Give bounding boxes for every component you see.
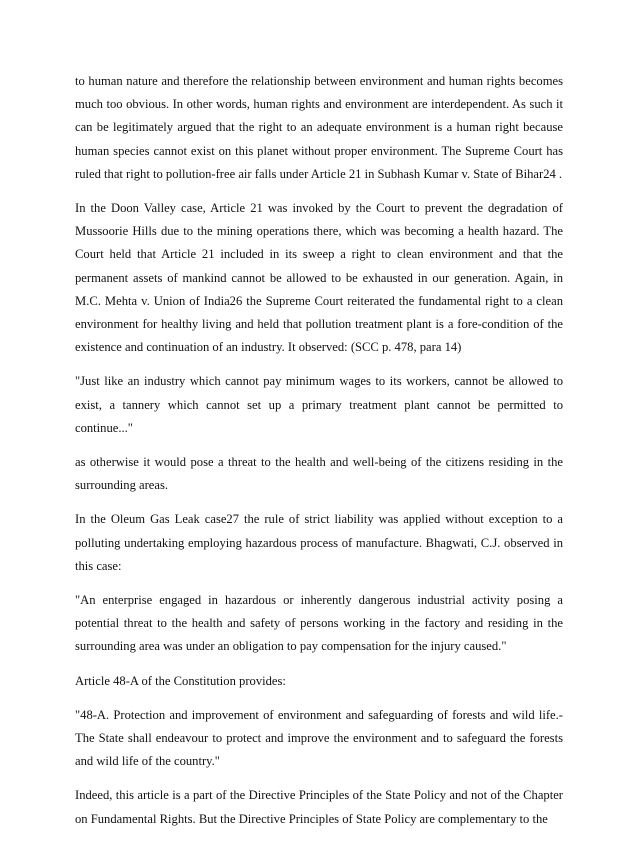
- paragraph-threat-to-health: as otherwise it would pose a threat to the health and well-being of the citizens residing in the surrounding areas.: [75, 455, 563, 493]
- quote-article-48a: "48-A. Protection and improvement of environment and safeguarding of forests and wild life.- The State shall endeavour to protect and improve the environment and to safeguard the forests and wild life of the country.": [75, 707, 563, 769]
- document-page: [75, 70, 563, 842]
- paragraph-human-rights-environment: to human nature and therefore the relationship between environment and human rights becomes much too obvious. In other words, human rights and environment are interdependent. As such it can be legitimately argued that the right to an adequate environment is a human right because human species cannot exist on this planet without proper environment. The Supreme Court has ruled that right to pollution-free air falls under Article 21 in Subhash Kumar v. State of Bihar24 .: [75, 74, 563, 181]
- paragraph-article-48a-intro: Article 48-A of the Constitution provides:: [75, 673, 286, 688]
- quote-tannery: "Just like an industry which cannot pay minimum wages to its workers, cannot be allowed to exist, a tannery which cannot set up a primary treatment plant cannot be permitted to continue...": [75, 374, 563, 435]
- paragraph-doon-valley-case: In the Doon Valley case, Article 21 was invoked by the Court to prevent the degradation of Mussoorie Hills due to the mining operations there, which was becoming a health hazard. The Court held that Article 21 included in its sweep a right to clean environment and that the permanent assets of mankind cannot be allowed to be exhausted in our generation. Again, in M.C. Mehta v. Union of India26 the Supreme Court reiterated the fundamental right to a clean environment for healthy living and held that pollution treatment plant is a fore-condition of the existence and continuation of an industry. It observed: (SCC p. 478, para 14): [75, 201, 563, 355]
- quote-hazardous-enterprise: "An enterprise engaged in hazardous or inherently dangerous industrial activity posing a potential threat to the health and safety of persons working in the factory and residing in the surrounding area was under an obligation to pay compensation for the injury caused.": [75, 593, 563, 654]
- paragraph-oleum-gas-leak: In the Oleum Gas Leak case27 the rule of strict liability was applied without exception to a polluting undertaking employing hazardous process of manufacture. Bhagwati, C.J. observed in this case:: [75, 512, 563, 573]
- paragraph-directive-principles: Indeed, this article is a part of the Directive Principles of the State Policy and not of the Chapter on Fundamental Rights. But the Directive Principles of State Policy are complementary to the: [75, 788, 563, 826]
